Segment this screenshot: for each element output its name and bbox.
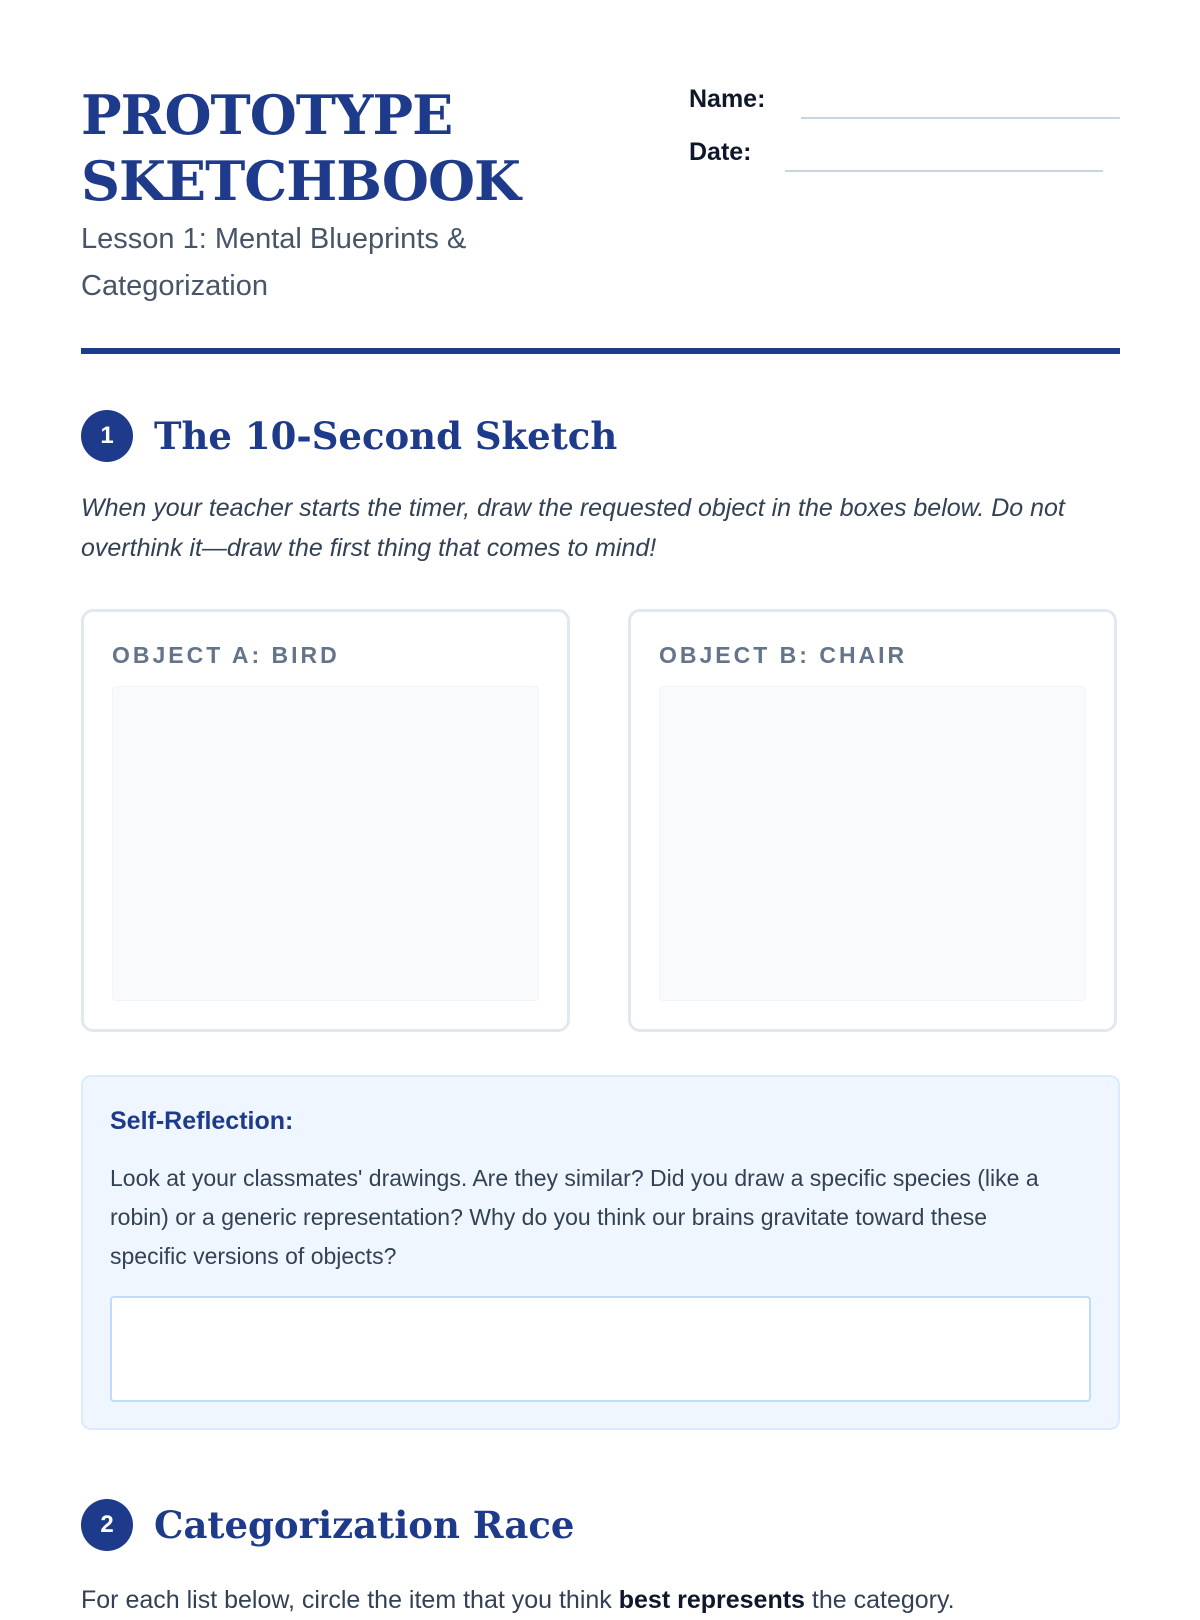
- date-row: [689, 135, 1120, 175]
- sketch-card-bird: [81, 609, 570, 1032]
- section-2-instructions: [81, 1580, 1181, 1620]
- name-row: [689, 82, 1120, 122]
- sketch-area-chair[interactable]: [659, 686, 1086, 1001]
- section-1-title: The 10-Second Sketch: [154, 414, 618, 458]
- section-1-number-badge: 1: [81, 410, 133, 462]
- name-label: Name:: [689, 85, 766, 113]
- sketch-area-bird[interactable]: [112, 686, 539, 1001]
- section-2-intro-start: For each list below, circle the item that you think: [81, 1586, 619, 1614]
- self-reflection-box: [81, 1075, 1120, 1430]
- reflection-answer-field[interactable]: [110, 1296, 1091, 1402]
- section-2-title: Categorization Race: [154, 1503, 575, 1547]
- reflection-title: Self-Reflection:: [110, 1107, 294, 1135]
- header-divider: [81, 348, 1120, 354]
- date-field[interactable]: [785, 170, 1103, 172]
- worksheet-title: PROTOTYPE SKETCHBOOK: [81, 83, 520, 213]
- object-a-label: OBJECT A: BIRD: [112, 642, 340, 668]
- worksheet-header: [81, 82, 1120, 302]
- reflection-prompt: Look at your classmates' drawings. Are they similar? Did you draw a specific species (like a robin) or a generic representation? Why do you think our brains gravitate toward these specific versions of objects?: [110, 1165, 1039, 1269]
- lesson-subtitle: Lesson 1: Mental Blueprints & Categorization: [81, 223, 467, 302]
- name-field[interactable]: [801, 117, 1120, 119]
- date-label: Date:: [689, 138, 752, 166]
- section-1-instructions: When your teacher starts the timer, draw the requested object in the boxes below. Do not overthink it—draw the first thing that comes to mind!: [81, 494, 1065, 562]
- section-2-number-badge: 2: [81, 1499, 133, 1551]
- section-2-intro-emphasis: best represents: [618, 1586, 805, 1614]
- object-b-label: OBJECT B: CHAIR: [659, 642, 908, 668]
- section-1-heading: [81, 410, 1120, 466]
- section-2-intro-end: the category.: [804, 1586, 955, 1614]
- sketch-card-chair: [628, 609, 1117, 1032]
- section-2-heading: [81, 1499, 1120, 1555]
